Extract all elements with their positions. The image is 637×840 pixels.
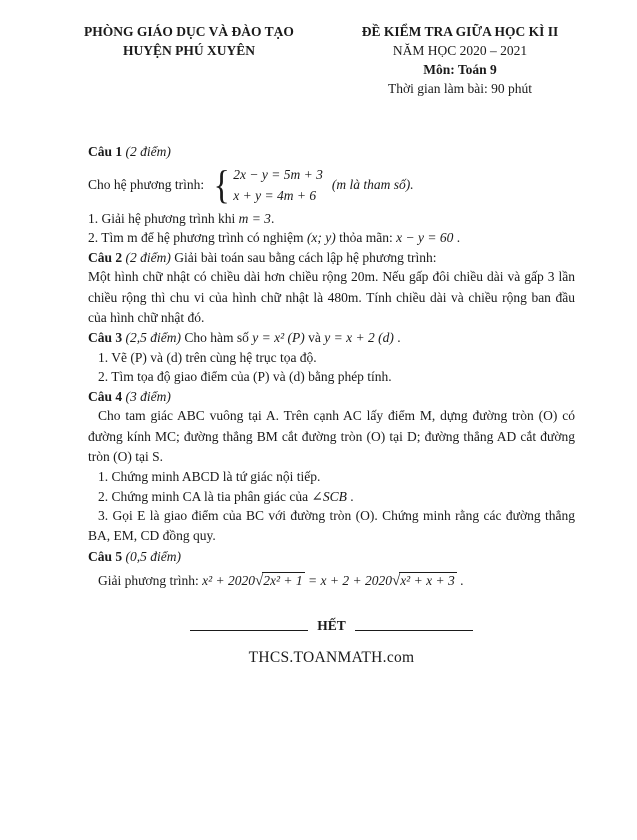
district-name: HUYỆN PHÚ XUYÊN [122, 43, 255, 58]
q1-intro: Cho hệ phương trình: [88, 176, 205, 192]
q3-item-1: 1. Vẽ (P) và (d) trên cùng hệ trục tọa độ. [98, 349, 317, 365]
radical-sign-icon: √ [254, 573, 263, 590]
q1-item-2-end: . [453, 230, 461, 246]
q1-points: (2 điểm) [125, 144, 171, 159]
q5-points: (0,5 điểm) [125, 548, 181, 564]
q5-radicand-2: x² + x + 3 [400, 573, 455, 589]
q4-item-2-text: 2. Chứng minh CA là tia phân giác của [98, 488, 312, 504]
q3-label: Câu 3 [88, 329, 123, 345]
q1-item-2 [88, 228, 575, 248]
system-brace: { [213, 161, 230, 207]
q1-heading [88, 142, 575, 162]
q2-body: Một hình chữ nhật có chiều dài hơn chiều rộng 20m. Nếu gấp đôi chiều dài và gấp 3 lần chiều rộng thì chu vi của hình chữ nhật là 480m. Tính chiều dài và chiều rộng ban đầu của hình chữ nhật đó. [88, 269, 575, 325]
q4-paragraph: Cho tam giác ABC vuông tại A. Trên cạnh AC lấy điểm M, dựng đường tròn (O) có đường kính MC; đường thẳng BM cắt đường tròn (O) tại D; đường thẳng AD cắt đường tròn (O) tại S. [88, 408, 575, 464]
q4-item-2-end: . [346, 488, 354, 504]
q1-item-1 [88, 209, 575, 229]
q4-heading [88, 387, 575, 407]
exam-title: ĐỀ KIỂM TRA GIỮA HỌC KÌ II [361, 24, 559, 39]
q1-item-2-math: x − y = 60 [396, 230, 454, 246]
q3-function-d: y = x + 2 (d) [324, 329, 394, 345]
q4-item-3: 3. Gọi E là giao điểm của BC với đường tròn (O). Chứng minh rằng các đường thẳng BA, EM, CD đồng quy. [88, 508, 575, 544]
q4-item-1: 1. Chứng minh ABCD là tứ giác nội tiếp. [98, 468, 321, 484]
q5-intro: Giải phương trình: [98, 573, 203, 589]
q1-item-1-text: 1. Giải hệ phương trình khi [88, 210, 239, 226]
q4-item-2-angle: ∠SCB [311, 488, 347, 504]
q2-label: Câu 2 [88, 249, 123, 265]
q3-item-2: 2. Tìm tọa độ giao điểm của (P) và (d) bằng phép tính. [98, 369, 392, 385]
q5-heading [88, 547, 575, 567]
q5-equation-line [88, 568, 575, 594]
q5-eq-part2: = x + 2 + 2020 [304, 573, 392, 589]
separator-line-right [355, 629, 473, 631]
duration: Thời gian làm bài: 90 phút [388, 81, 532, 96]
q5-radicand-1: 2x² + 1 [263, 573, 303, 589]
department-name: PHÒNG GIÁO DỤC VÀ ĐÀO TẠO [84, 24, 294, 39]
q3-intro: Cho hàm số [181, 329, 253, 345]
q1-system-row [88, 163, 575, 207]
q1-equation-system [233, 164, 323, 206]
source-website: THCS.TOANMATH.com [248, 649, 415, 667]
q1-label: Câu 1 [88, 144, 123, 159]
q1-item-1-math: m = 3 [238, 210, 271, 226]
q1-parameter-note: (m là tham số). [331, 176, 414, 192]
q1-item-2-text: 2. Tìm m để hệ phương trình có nghiệm [88, 230, 307, 246]
q1-item-1-end: . [270, 210, 275, 226]
radical-2 [392, 573, 457, 588]
exam-body [88, 142, 575, 667]
q5-eq-part1: x² + 2020 [202, 573, 255, 589]
exam-header [0, 0, 637, 98]
radical-1 [255, 573, 305, 588]
q3-end: . [393, 329, 401, 345]
issuing-authority-block [58, 22, 320, 98]
exam-title-block [341, 22, 579, 98]
q4-label: Câu 4 [88, 388, 123, 404]
q1-equation-2: x + y = 4m + 6 [233, 187, 317, 203]
end-label: HẾT [317, 618, 346, 634]
q4-item-2 [88, 487, 575, 507]
q4-points: (3 điểm) [125, 388, 171, 404]
q2-intro: Giải bài toán sau bằng cách lập hệ phương trình: [170, 249, 437, 265]
subject: Môn: Toán 9 [423, 62, 497, 77]
school-year: NĂM HỌC 2020 – 2021 [392, 43, 528, 58]
separator-line-left [190, 629, 308, 631]
q2-points: (2 điểm) [125, 249, 171, 265]
q3-heading [88, 328, 575, 348]
end-separator [88, 618, 575, 634]
q1-item-2-mid: thỏa mãn: [335, 230, 397, 246]
q3-points: (2,5 điểm) [125, 329, 181, 345]
q3-function-p: y = x² (P) [252, 329, 305, 345]
q5-label: Câu 5 [88, 548, 123, 564]
q2-heading [88, 248, 575, 268]
q5-eq-end: . [456, 573, 464, 589]
q1-equation-1: 2x − y = 5m + 3 [233, 166, 323, 182]
q1-item-2-xy: (x; y) [306, 230, 336, 246]
radical-sign-icon: √ [391, 573, 400, 590]
q3-and: và [304, 329, 325, 345]
